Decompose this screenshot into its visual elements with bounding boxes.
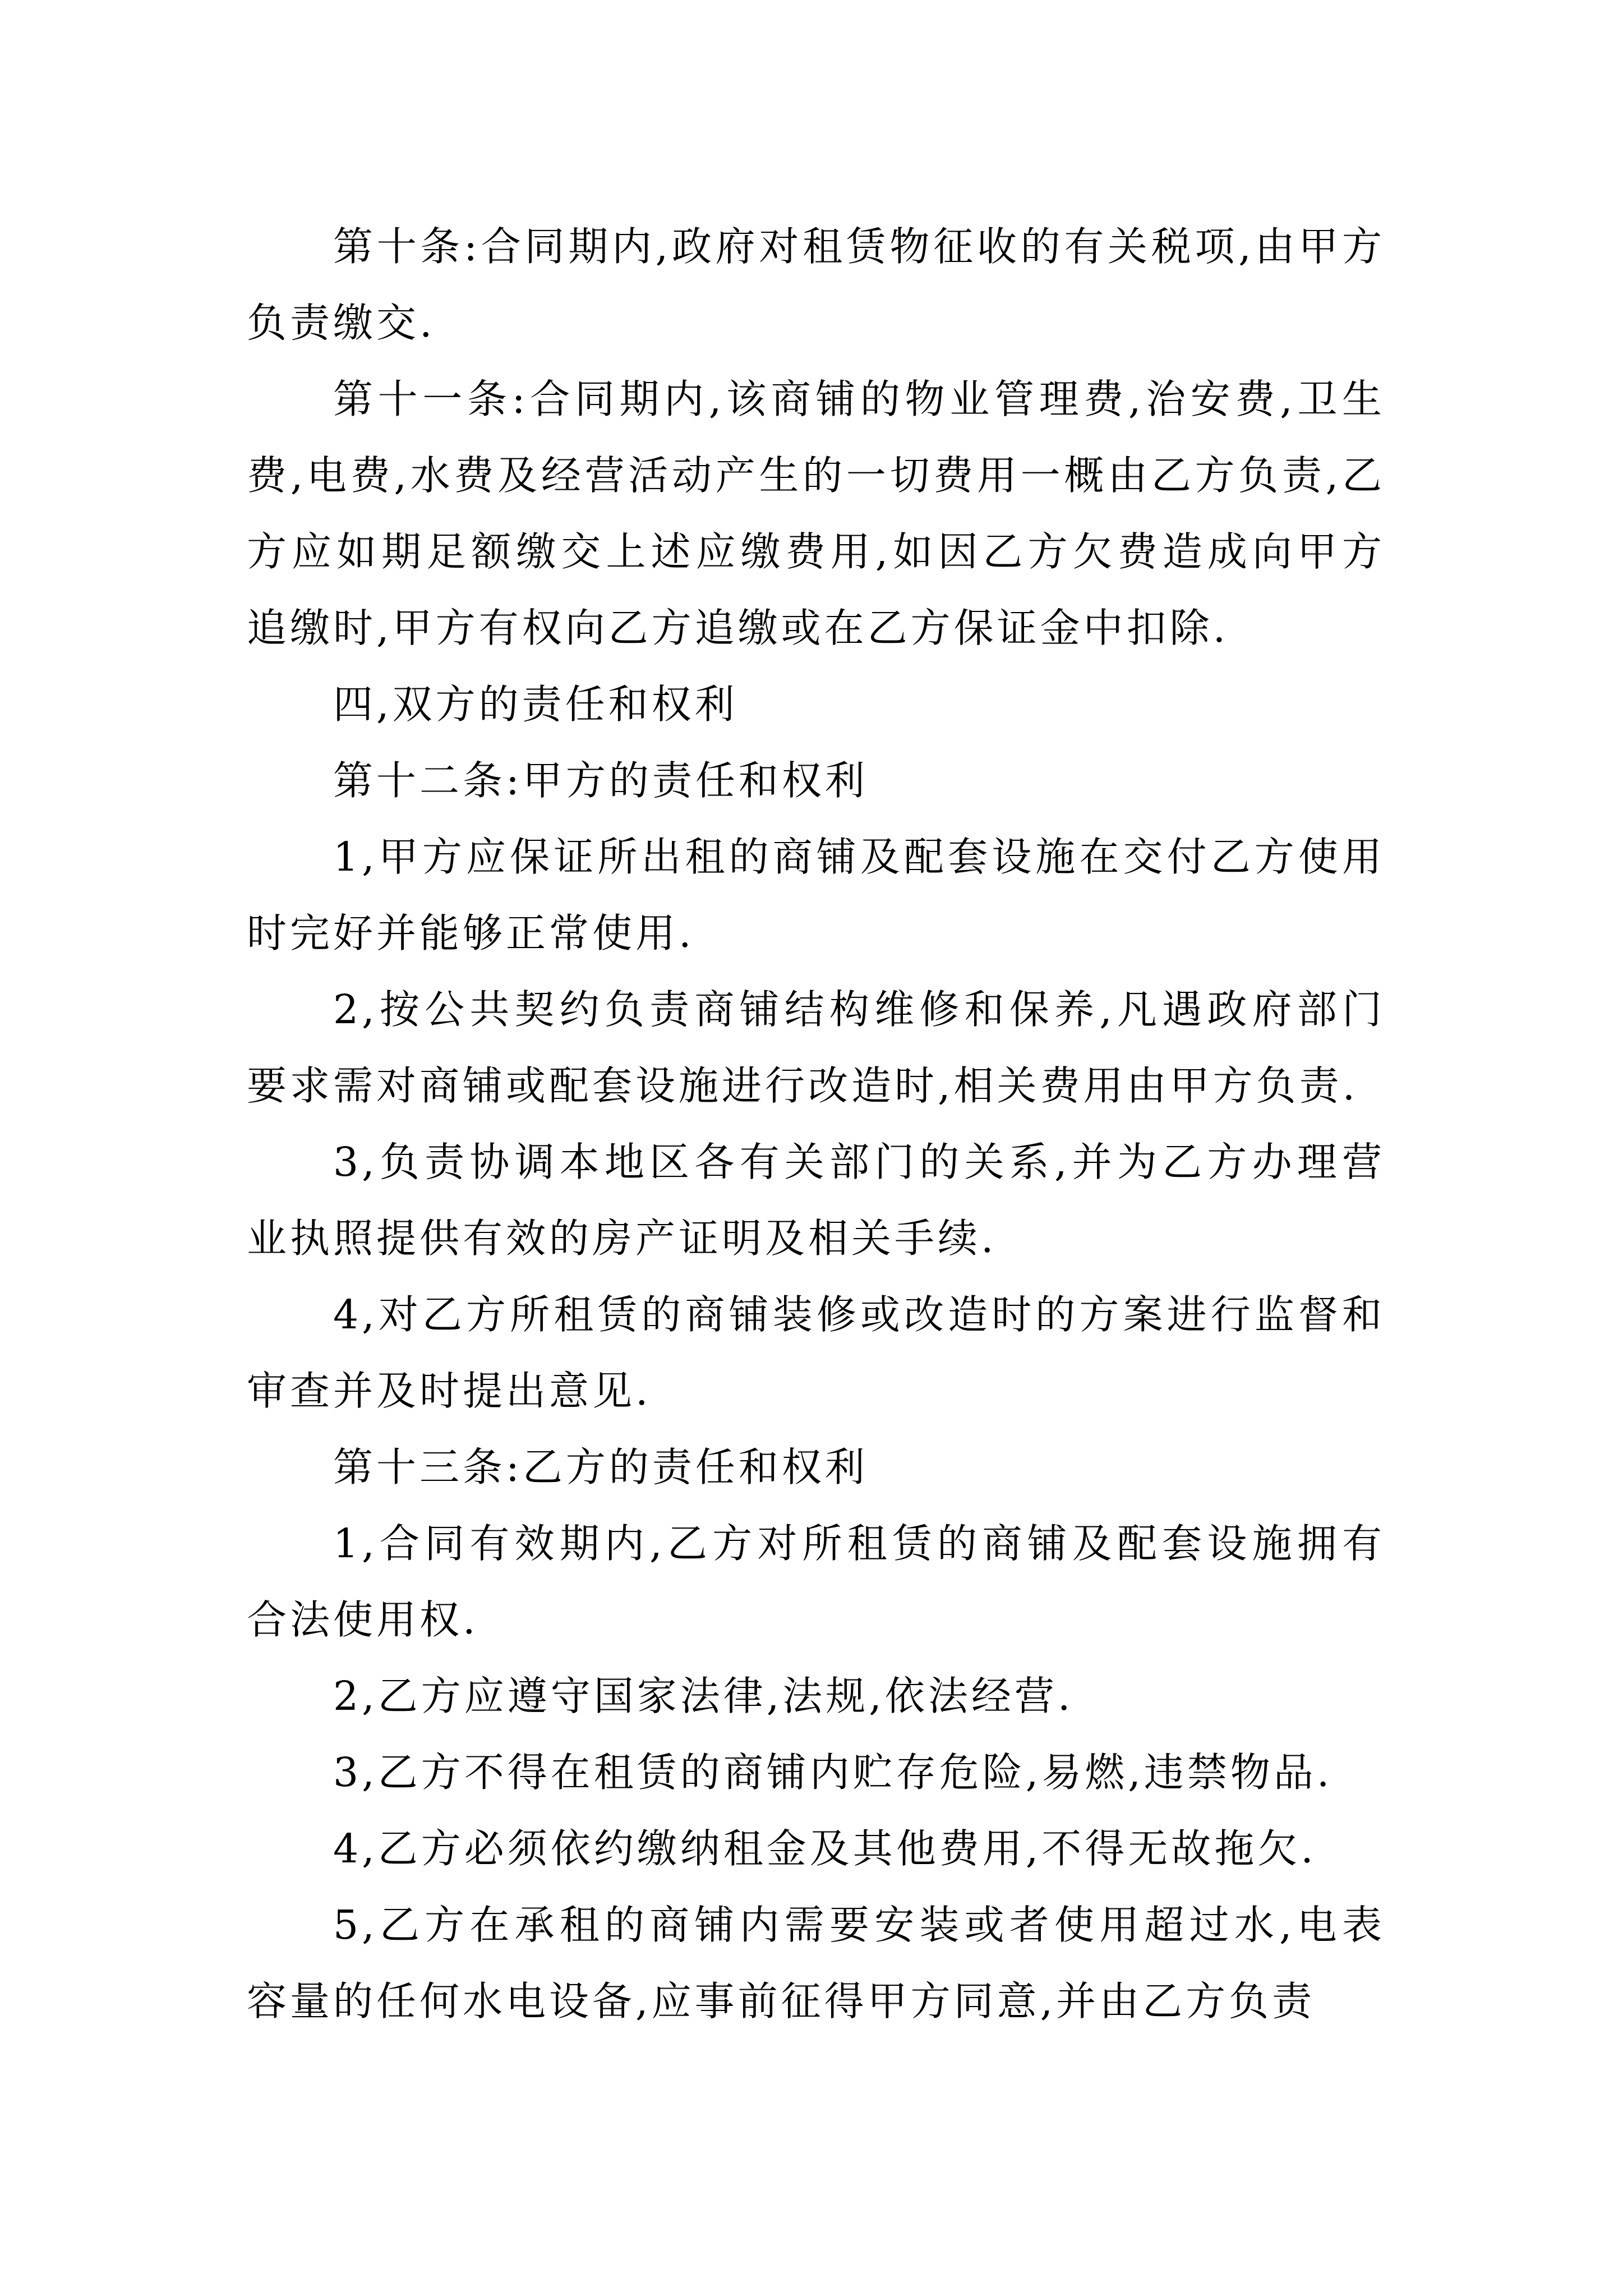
paragraph-article-12-heading: 第十二条:甲方的责任和权利 <box>333 757 868 804</box>
paragraph-article-13-item-3: 3,乙方不得在租赁的商铺内贮存危险,易燃,违禁物品. <box>333 1749 1333 1796</box>
paragraph-article-12-item-3: 3,负责协调本地区各有关部门的关系,并为乙方办理营业执照提供有效的房产证明及相关手续. <box>247 1139 1385 1262</box>
paragraph-article-13-item-1: 1,合同有效期内,乙方对所租赁的商铺及配套设施拥有合法使用权. <box>247 1520 1385 1643</box>
paragraph-article-13-item-2: 2,乙方应遵守国家法律,法规,依法经营. <box>333 1673 1074 1719</box>
paragraph-article-13-heading: 第十三条:乙方的责任和权利 <box>333 1444 868 1490</box>
paragraph-article-11: 第十一条:合同期内,该商铺的物业管理费,治安费,卫生费,电费,水费及经营活动产生的一切费用一概由乙方负责,乙方应如期足额缴交上述应缴费用,如因乙方欠费造成向甲方追缴时,甲方有权向乙方追缴或在乙方保证金中扣除. <box>247 376 1385 651</box>
paragraph-article-12-item-2: 2,按公共契约负责商铺结构维修和保养,凡遇政府部门要求需对商铺或配套设施进行改造时,相关费用由甲方负责. <box>247 986 1385 1109</box>
paragraph-article-13-item-5: 5,乙方在承租的商铺内需要安装或者使用超过水,电表容量的任何水电设备,应事前征得甲方同意,并由乙方负责 <box>247 1902 1385 2024</box>
paragraph-article-13-item-4: 4,乙方必须依约缴纳租金及其他费用,不得无故拖欠. <box>333 1825 1317 1872</box>
section-heading-responsibilities: 四,双方的责任和权利 <box>333 681 738 728</box>
document-body <box>247 209 1385 2040</box>
paragraph-article-12-item-4: 4,对乙方所租赁的商铺装修或改造时的方案进行监督和审查并及时提出意见. <box>247 1291 1385 1414</box>
paragraph-article-10: 第十条:合同期内,政府对租赁物征收的有关税项,由甲方负责缴交. <box>247 223 1385 346</box>
paragraph-article-12-item-1: 1,甲方应保证所出租的商铺及配套设施在交付乙方使用时完好并能够正常使用. <box>247 834 1385 956</box>
